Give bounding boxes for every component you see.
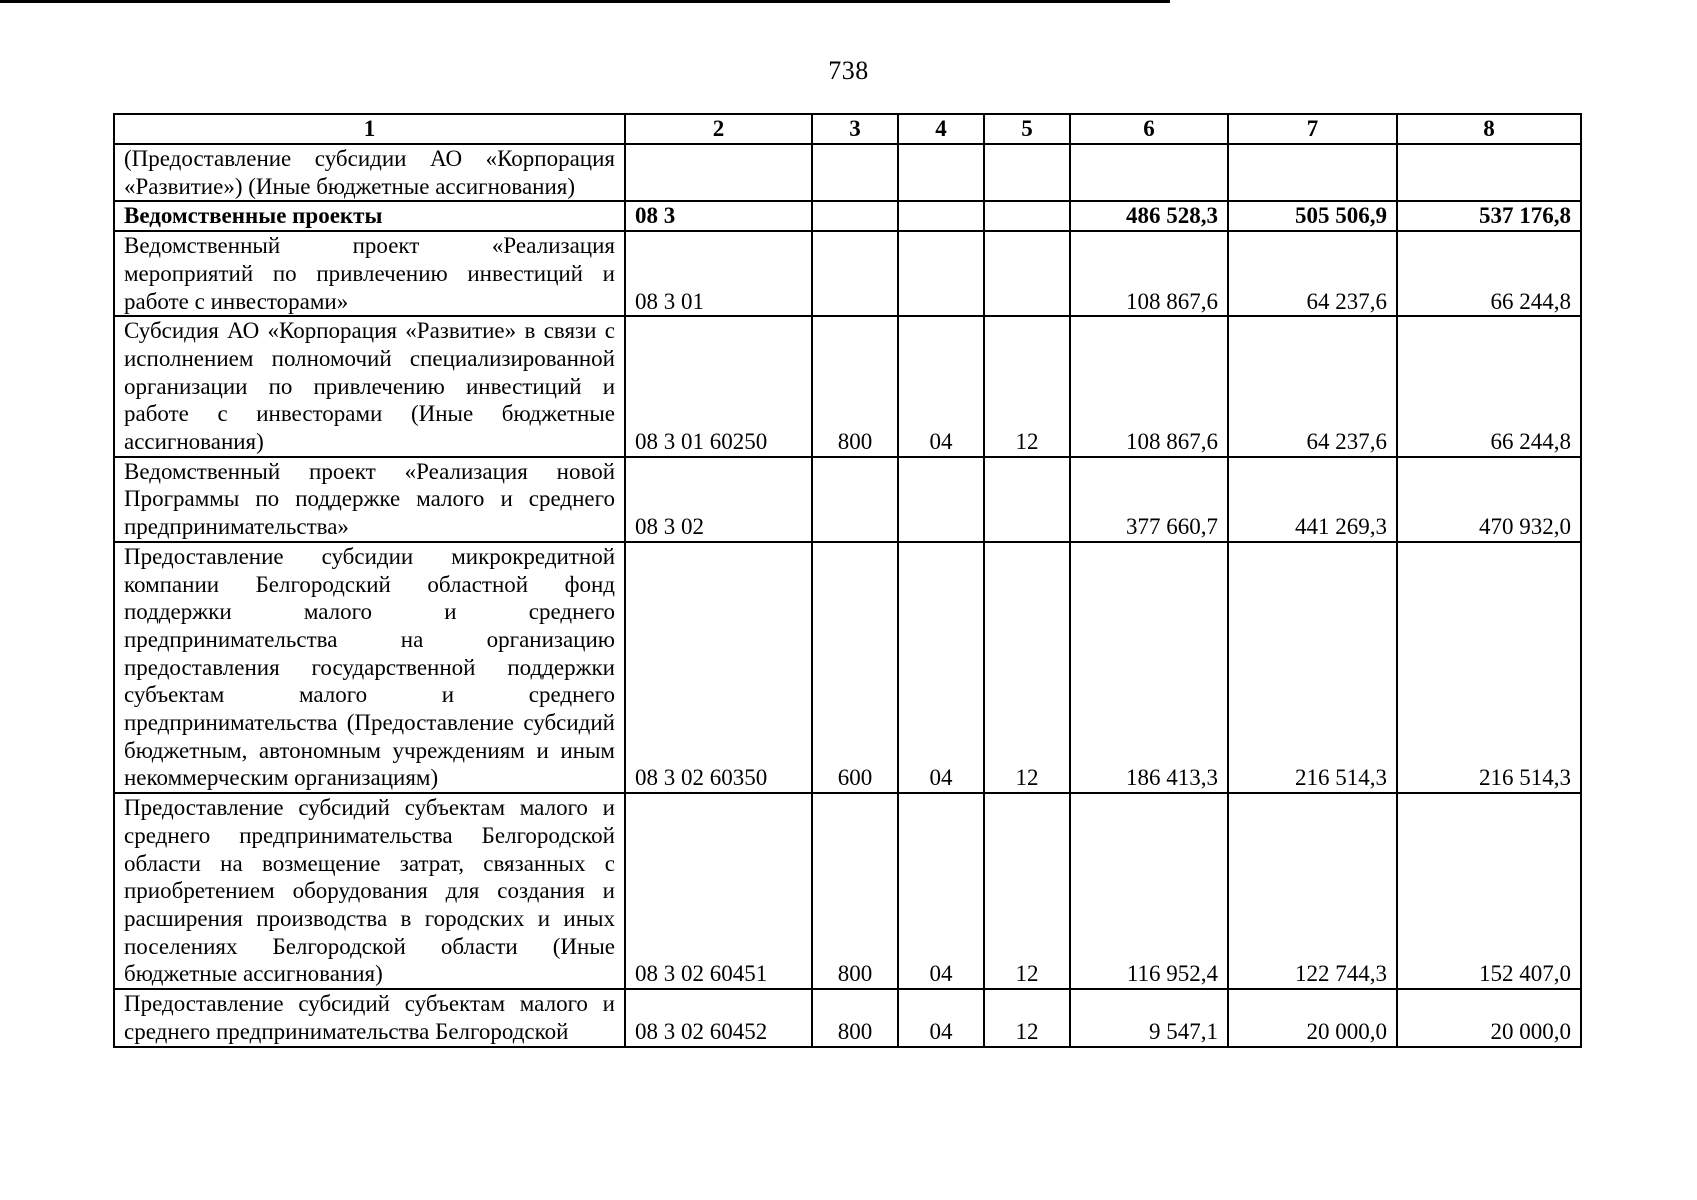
row-col-4: 04 bbox=[898, 989, 984, 1046]
row-col-3 bbox=[812, 144, 898, 201]
row-amount-6: 116 952,4 bbox=[1070, 793, 1228, 989]
row-amount-8: 470 932,0 bbox=[1397, 457, 1581, 542]
row-col-4: 04 bbox=[898, 542, 984, 793]
row-col-5 bbox=[984, 457, 1070, 542]
row-col-4 bbox=[898, 457, 984, 542]
row-name: Ведомственные проекты bbox=[114, 201, 625, 231]
row-col-5 bbox=[984, 231, 1070, 316]
page-number: 738 bbox=[828, 56, 869, 85]
table-row bbox=[114, 989, 1581, 1046]
row-code: 08 3 02 60350 bbox=[625, 542, 812, 793]
row-col-5 bbox=[984, 144, 1070, 201]
row-code bbox=[625, 144, 812, 201]
row-amount-6: 108 867,6 bbox=[1070, 316, 1228, 457]
row-col-3 bbox=[812, 231, 898, 316]
header-cell: 5 bbox=[984, 114, 1070, 144]
row-col-5: 12 bbox=[984, 542, 1070, 793]
row-amount-7: 122 744,3 bbox=[1228, 793, 1397, 989]
row-code: 08 3 bbox=[625, 201, 812, 231]
row-col-5 bbox=[984, 201, 1070, 231]
row-amount-7: 441 269,3 bbox=[1228, 457, 1397, 542]
row-amount-7: 505 506,9 bbox=[1228, 201, 1397, 231]
row-amount-6: 9 547,1 bbox=[1070, 989, 1228, 1046]
row-col-4 bbox=[898, 231, 984, 316]
row-amount-8: 66 244,8 bbox=[1397, 316, 1581, 457]
row-col-5: 12 bbox=[984, 793, 1070, 989]
row-col-3 bbox=[812, 457, 898, 542]
row-col-5: 12 bbox=[984, 316, 1070, 457]
row-amount-8: 152 407,0 bbox=[1397, 793, 1581, 989]
header-cell: 2 bbox=[625, 114, 812, 144]
row-col-3: 800 bbox=[812, 989, 898, 1046]
row-code: 08 3 02 60452 bbox=[625, 989, 812, 1046]
header-cell: 4 bbox=[898, 114, 984, 144]
row-amount-8: 66 244,8 bbox=[1397, 231, 1581, 316]
row-code: 08 3 02 bbox=[625, 457, 812, 542]
row-amount-6: 186 413,3 bbox=[1070, 542, 1228, 793]
table-row bbox=[114, 144, 1581, 201]
row-amount-8: 216 514,3 bbox=[1397, 542, 1581, 793]
row-amount-6: 108 867,6 bbox=[1070, 231, 1228, 316]
table-row bbox=[114, 201, 1581, 231]
top-rule bbox=[0, 0, 1170, 3]
row-col-4 bbox=[898, 201, 984, 231]
row-amount-8: 537 176,8 bbox=[1397, 201, 1581, 231]
header-cell: 3 bbox=[812, 114, 898, 144]
row-col-3: 800 bbox=[812, 316, 898, 457]
header-cell: 1 bbox=[114, 114, 625, 144]
row-amount-7: 64 237,6 bbox=[1228, 231, 1397, 316]
table-row bbox=[114, 316, 1581, 457]
row-name: Предоставление субсидий субъектам малого и среднего предпринимательства Белгородской bbox=[114, 989, 625, 1046]
row-name: Ведомственный проект «Реализация мероприятий по привлечению инвестиций и работе с инвесторами» bbox=[114, 231, 625, 316]
row-col-4: 04 bbox=[898, 316, 984, 457]
row-amount-7: 64 237,6 bbox=[1228, 316, 1397, 457]
row-amount-7 bbox=[1228, 144, 1397, 201]
row-col-4 bbox=[898, 144, 984, 201]
row-name: Субсидия АО «Корпорация «Развитие» в связи с исполнением полномочий специализированной организации по привлечению инвестиций и работе с инвесторами (Иные бюджетные ассигнования) bbox=[114, 316, 625, 457]
row-name: Предоставление субсидий субъектам малого и среднего предпринимательства Белгородской области на возмещение затрат, связанных с приобретением оборудования для создания и расширения производства в городских и иных поселениях Белгородской области (Иные бюджетные ассигнования) bbox=[114, 793, 625, 989]
table-row bbox=[114, 231, 1581, 316]
budget-table bbox=[113, 113, 1582, 1048]
row-amount-6 bbox=[1070, 144, 1228, 201]
row-amount-8 bbox=[1397, 144, 1581, 201]
table-row bbox=[114, 457, 1581, 542]
row-name: (Предоставление субсидии АО «Корпорация «Развитие») (Иные бюджетные ассигнования) bbox=[114, 144, 625, 201]
header-cell: 6 bbox=[1070, 114, 1228, 144]
row-code: 08 3 01 bbox=[625, 231, 812, 316]
header-cell: 8 bbox=[1397, 114, 1581, 144]
row-name: Ведомственный проект «Реализация новой Программы по поддержке малого и среднего предпринимательства» bbox=[114, 457, 625, 542]
row-col-3 bbox=[812, 201, 898, 231]
table-header-row bbox=[114, 114, 1581, 144]
row-code: 08 3 02 60451 bbox=[625, 793, 812, 989]
row-name: Предоставление субсидии микрокредитной компании Белгородский областной фонд поддержки малого и среднего предпринимательства на организацию предоставления государственной поддержки субъектам малого и среднего предпринимательства (Предоставление субсидий бюджетным, автономным учреждениям и иным некоммерческим организациям) bbox=[114, 542, 625, 793]
row-amount-7: 20 000,0 bbox=[1228, 989, 1397, 1046]
row-amount-8: 20 000,0 bbox=[1397, 989, 1581, 1046]
row-col-4: 04 bbox=[898, 793, 984, 989]
row-col-5: 12 bbox=[984, 989, 1070, 1046]
row-amount-6: 486 528,3 bbox=[1070, 201, 1228, 231]
row-col-3: 600 bbox=[812, 542, 898, 793]
row-col-3: 800 bbox=[812, 793, 898, 989]
row-amount-7: 216 514,3 bbox=[1228, 542, 1397, 793]
header-cell: 7 bbox=[1228, 114, 1397, 144]
table-row bbox=[114, 542, 1581, 793]
row-code: 08 3 01 60250 bbox=[625, 316, 812, 457]
table-row bbox=[114, 793, 1581, 989]
row-amount-6: 377 660,7 bbox=[1070, 457, 1228, 542]
